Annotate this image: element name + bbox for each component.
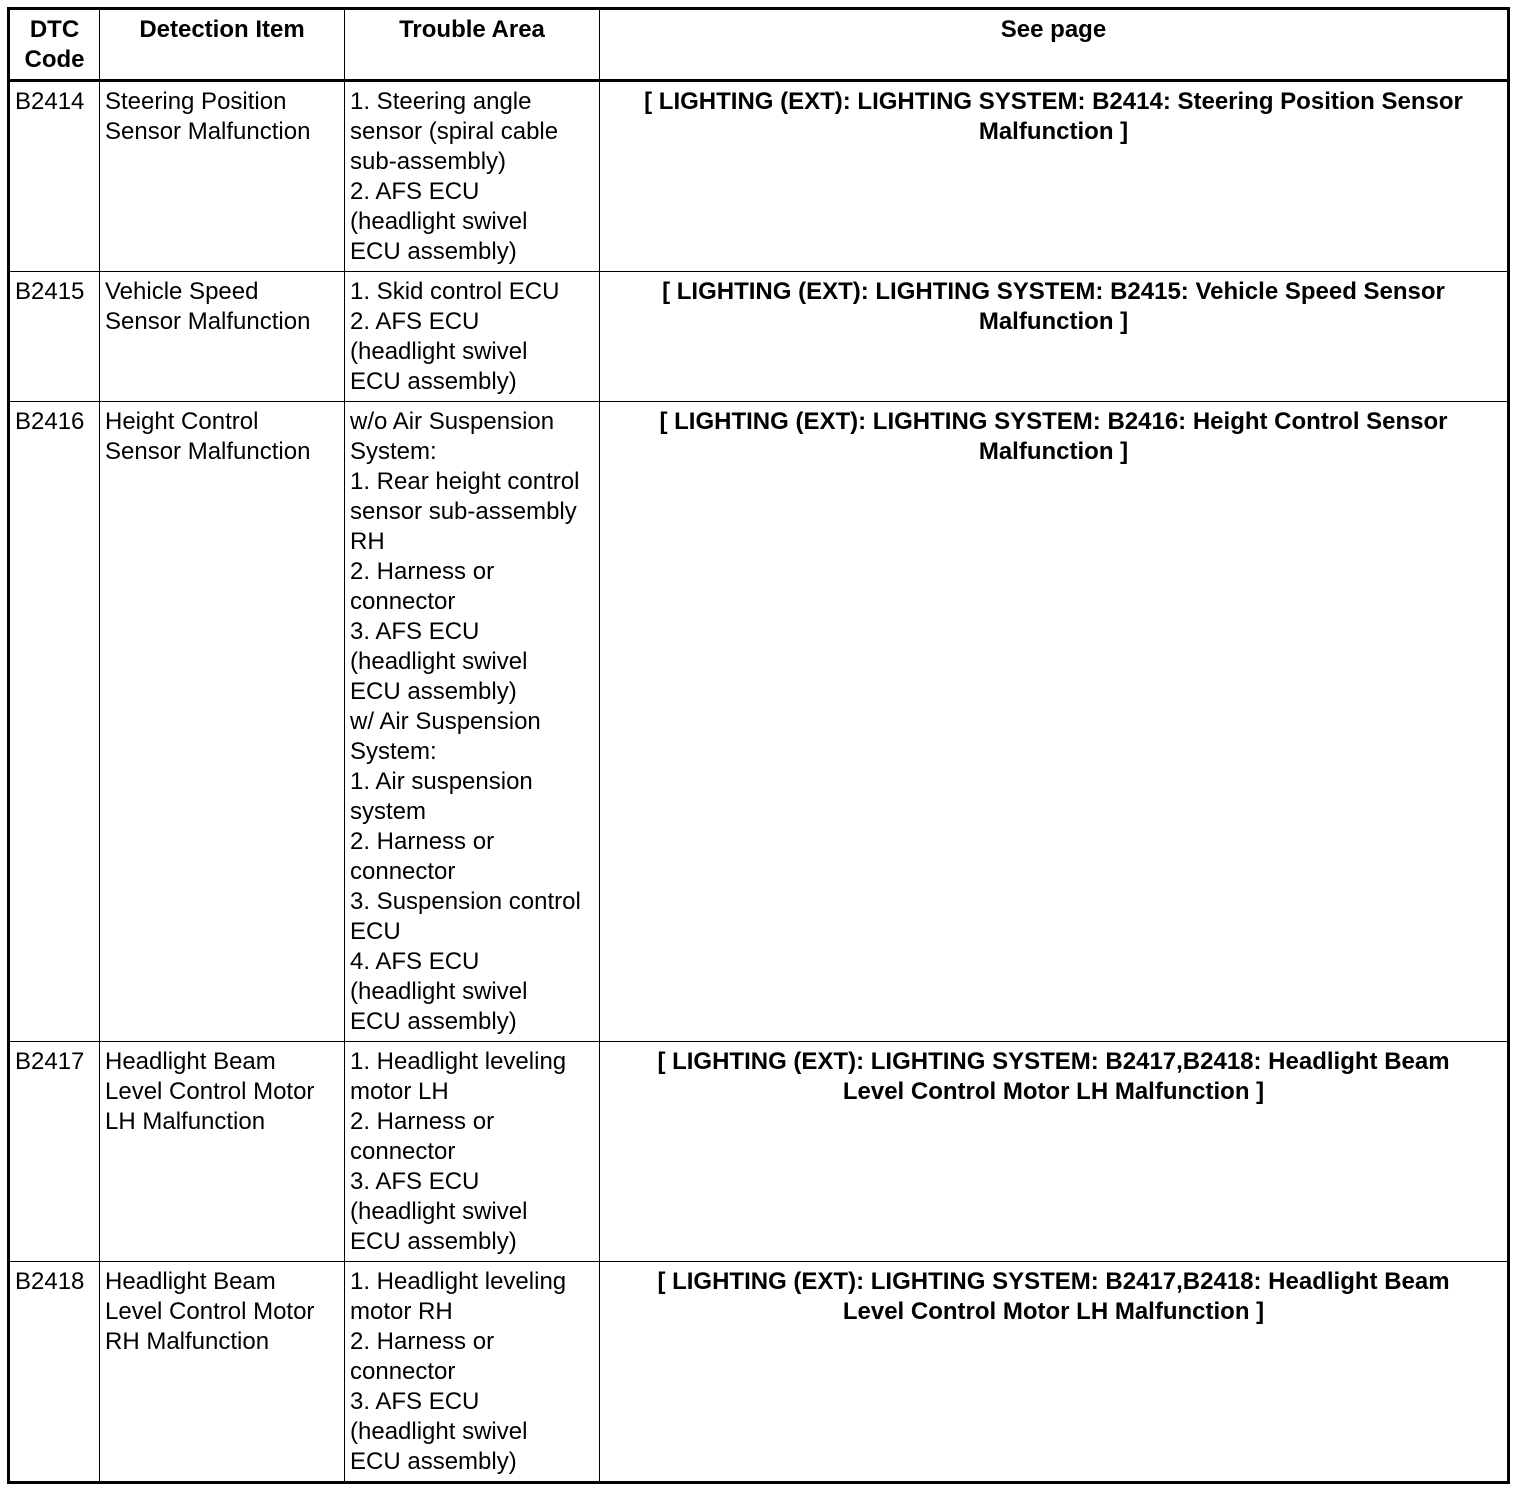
trouble-area-cell-line: System: [350, 738, 437, 765]
detection-item-cell [100, 272, 345, 402]
header-dtc-code [9, 9, 100, 81]
trouble-area-cell-line: System: [350, 438, 437, 465]
trouble-area-cell-line: sensor (spiral cable [350, 118, 559, 145]
trouble-area-cell-line: connector [350, 858, 456, 885]
header-dtc-code-line: DTC [29, 16, 80, 43]
detection-item-cell-line: Level Control Motor [105, 1298, 315, 1325]
trouble-area-cell-line: motor LH [350, 1078, 449, 1105]
trouble-area-cell-line: 1. Steering angle [350, 88, 532, 115]
trouble-area-cell-line: 1. Rear height control [350, 468, 580, 495]
detection-item-cell-line: Vehicle Speed [105, 278, 259, 305]
trouble-area-cell-line: w/ Air Suspension [350, 708, 541, 735]
see-page-link-line[interactable]: [ LIGHTING (EXT): LIGHTING SYSTEM: B2415: Vehicle Speed Sensor [662, 278, 1445, 305]
see-page-link-line[interactable]: Malfunction ] [978, 308, 1129, 335]
dtc-table [7, 7, 1510, 1484]
table-body [9, 81, 1509, 1483]
trouble-area-cell-line: 1. Headlight leveling [350, 1268, 567, 1295]
table-row [9, 272, 1509, 402]
trouble-area-cell-line: (headlight swivel [350, 338, 528, 365]
trouble-area-cell-line: ECU assembly) [350, 238, 517, 265]
dtc-code-cell: B2414 [9, 81, 100, 272]
trouble-area-cell-line: 2. Harness or [350, 1108, 495, 1135]
trouble-area-cell-line: 3. AFS ECU [350, 618, 480, 645]
trouble-area-cell [345, 81, 600, 272]
detection-item-cell [100, 1262, 345, 1483]
trouble-area-cell-line: 2. Harness or [350, 1328, 495, 1355]
trouble-area-cell-line: 3. Suspension control [350, 888, 581, 915]
dtc-code-cell: B2417 [9, 1042, 100, 1262]
trouble-area-cell-line: ECU assembly) [350, 1228, 517, 1255]
dtc-code-cell: B2416 [9, 402, 100, 1042]
trouble-area-cell-line: ECU assembly) [350, 678, 517, 705]
trouble-area-cell-line: (headlight swivel [350, 648, 528, 675]
trouble-area-cell-line: ECU assembly) [350, 1448, 517, 1475]
trouble-area-cell-line: 1. Skid control ECU [350, 278, 560, 305]
header-row [9, 9, 1509, 81]
see-page-link-line[interactable]: Malfunction ] [978, 438, 1129, 465]
trouble-area-cell-line: (headlight swivel [350, 1418, 528, 1445]
see-page-link[interactable] [600, 402, 1509, 1042]
trouble-area-cell-line: (headlight swivel [350, 208, 528, 235]
detection-item-cell-line: Height Control [105, 408, 259, 435]
trouble-area-cell [345, 272, 600, 402]
trouble-area-cell-line: 1. Headlight leveling [350, 1048, 567, 1075]
trouble-area-cell-line: system [350, 798, 427, 825]
detection-item-cell [100, 81, 345, 272]
trouble-area-cell-line: 1. Air suspension [350, 768, 533, 795]
see-page-link-line[interactable]: Level Control Motor LH Malfunction ] [842, 1078, 1265, 1105]
table-row [9, 81, 1509, 272]
see-page-link-line[interactable]: [ LIGHTING (EXT): LIGHTING SYSTEM: B2416: Height Control Sensor [659, 408, 1448, 435]
trouble-area-cell-line: ECU assembly) [350, 1008, 517, 1035]
header-detection-item: Detection Item [100, 9, 345, 81]
dtc-code-cell: B2415 [9, 272, 100, 402]
table-row [9, 402, 1509, 1042]
trouble-area-cell-line: connector [350, 1138, 456, 1165]
detection-item-cell-line: Steering Position [105, 88, 287, 115]
trouble-area-cell-line: motor RH [350, 1298, 453, 1325]
detection-item-cell [100, 402, 345, 1042]
trouble-area-cell-line: 2. AFS ECU [350, 308, 480, 335]
see-page-link[interactable] [600, 272, 1509, 402]
detection-item-cell-line: RH Malfunction [105, 1328, 270, 1355]
see-page-link-line[interactable]: [ LIGHTING (EXT): LIGHTING SYSTEM: B2417,B2418: Headlight Beam [657, 1268, 1450, 1295]
trouble-area-cell-line: connector [350, 1358, 456, 1385]
trouble-area-cell-line: sub-assembly) [350, 148, 507, 175]
table-row [9, 1042, 1509, 1262]
trouble-area-cell-line: 2. Harness or [350, 558, 495, 585]
trouble-area-cell-line: RH [350, 528, 385, 555]
detection-item-cell-line: Level Control Motor [105, 1078, 315, 1105]
detection-item-cell [100, 1042, 345, 1262]
trouble-area-cell-line: 2. AFS ECU [350, 178, 480, 205]
dtc-code-cell: B2418 [9, 1262, 100, 1483]
trouble-area-cell-line: (headlight swivel [350, 978, 528, 1005]
trouble-area-cell-line: ECU assembly) [350, 368, 517, 395]
detection-item-cell-line: Headlight Beam [105, 1268, 276, 1295]
trouble-area-cell-line: 4. AFS ECU [350, 948, 480, 975]
see-page-link-line[interactable]: Malfunction ] [978, 118, 1129, 145]
trouble-area-cell-line: 3. AFS ECU [350, 1388, 480, 1415]
see-page-link[interactable] [600, 81, 1509, 272]
detection-item-cell-line: Sensor Malfunction [105, 308, 311, 335]
see-page-link-line[interactable]: [ LIGHTING (EXT): LIGHTING SYSTEM: B2417,B2418: Headlight Beam [657, 1048, 1450, 1075]
header-dtc-code-line: Code [24, 46, 85, 73]
see-page-link-line[interactable]: Level Control Motor LH Malfunction ] [842, 1298, 1265, 1325]
header-see-page: See page [600, 9, 1509, 81]
trouble-area-cell-line: ECU [350, 918, 401, 945]
header-trouble-area: Trouble Area [345, 9, 600, 81]
detection-item-cell-line: Headlight Beam [105, 1048, 276, 1075]
see-page-link-line[interactable]: [ LIGHTING (EXT): LIGHTING SYSTEM: B2414: Steering Position Sensor [644, 88, 1463, 115]
see-page-link[interactable] [600, 1262, 1509, 1483]
trouble-area-cell-line: 3. AFS ECU [350, 1168, 480, 1195]
trouble-area-cell-line: 2. Harness or [350, 828, 495, 855]
trouble-area-cell-line: w/o Air Suspension [350, 408, 555, 435]
detection-item-cell-line: Sensor Malfunction [105, 118, 311, 145]
trouble-area-cell-line: connector [350, 588, 456, 615]
trouble-area-cell [345, 1042, 600, 1262]
table-row [9, 1262, 1509, 1483]
detection-item-cell-line: LH Malfunction [105, 1108, 266, 1135]
trouble-area-cell [345, 1262, 600, 1483]
detection-item-cell-line: Sensor Malfunction [105, 438, 311, 465]
trouble-area-cell [345, 402, 600, 1042]
trouble-area-cell-line: (headlight swivel [350, 1198, 528, 1225]
see-page-link[interactable] [600, 1042, 1509, 1262]
trouble-area-cell-line: sensor sub-assembly [350, 498, 577, 525]
